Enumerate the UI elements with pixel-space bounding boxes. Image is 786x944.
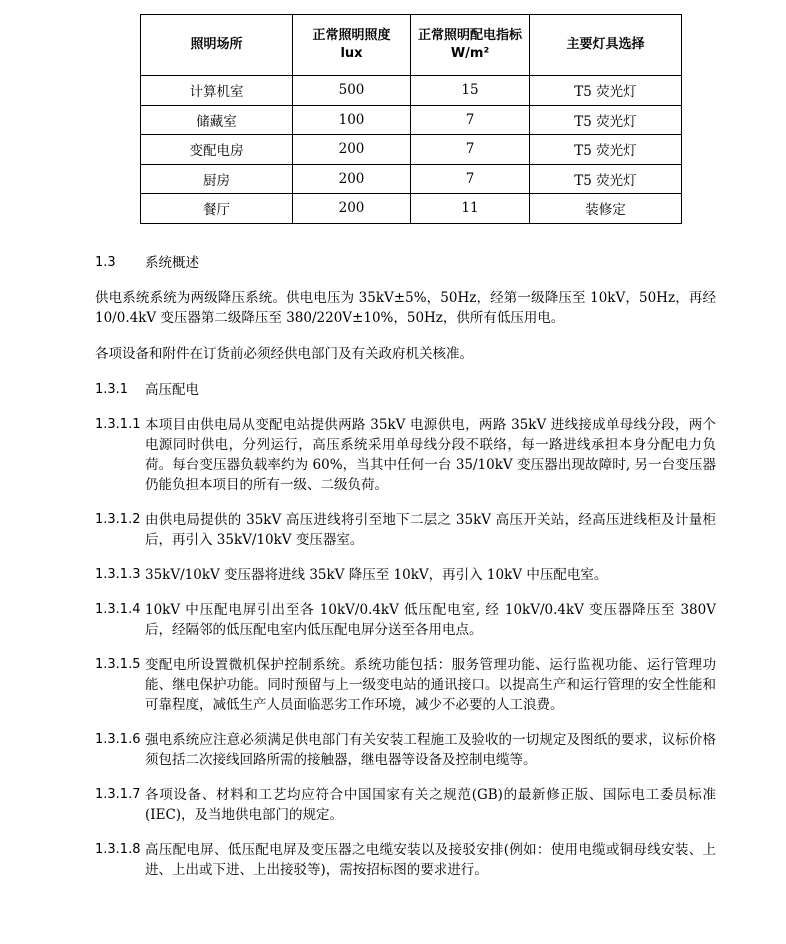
clause-text: 本项目由供电局从变配电站提供两路 35kV 电源供电，两路 35kV 进线接成单母线分段，两个电源同时供电，分列运行，高压系统采用单母线分段不联络，每一路进线承担本身分配电力负荷。每台变压器负载率约为 60%，当其中任何一台 35/10kV 变压器出现故障时, 另一台变压器仍能负担本项目的所有一级、二级负荷。 xyxy=(145,417,716,493)
clause-number: 1.3.1.7 xyxy=(95,787,141,802)
table-cell: 变配电房 xyxy=(141,135,293,165)
clause-number: 1.3.1.1 xyxy=(95,417,141,432)
clause-text: 各项设备、材料和工艺均应符合中国国家有关之规范(GB)的最新修正版、国际电工委员标准(IEC)，及当地供电部门的规定。 xyxy=(145,787,716,823)
table-cell: 200 xyxy=(293,194,411,224)
clause-text: 高压配电屏、低压配电屏及变压器之电缆安装以及接驳安排(例如：使用电缆或铜母线安装、上进、上出或下进、上出接驳等)，需按招标图的要求进行。 xyxy=(145,842,716,878)
clause-text: 变配电所设置微机保护控制系统。系统功能包括：服务管理功能、运行监视功能、运行管理功能、继电保护功能。同时预留与上一级变电站的通讯接口。以提高生产和运行管理的安全性能和可靠程度，减低生产人员面临恶劣工作环境，减少不必要的人工浪费。 xyxy=(145,657,716,713)
clause-1-3-1-8 xyxy=(95,840,716,880)
clause-text: 由供电局提供的 35kV 高压进线将引至地下二层之 35kV 高压开关站，经高压进线柜及计量柜后，再引入 35kV/10kV 变压器室。 xyxy=(145,512,716,548)
table-cell: 15 xyxy=(411,76,530,106)
section-title: 高压配电 xyxy=(145,382,199,398)
table-cell: 储藏室 xyxy=(141,105,293,135)
paragraph-text: 各项设备和附件在订货前必须经供电部门及有关政府机关核准。 xyxy=(95,346,473,362)
table-cell: 厨房 xyxy=(141,164,293,194)
section-title: 系统概述 xyxy=(145,255,199,271)
header-cell-power-density xyxy=(411,15,530,76)
table-row xyxy=(141,105,682,135)
table-cell: 500 xyxy=(293,76,411,106)
table-header-row xyxy=(141,15,682,76)
clause-1-3-1-7 xyxy=(95,785,716,825)
clause-number: 1.3.1.8 xyxy=(95,842,141,857)
paragraph-text: 供电系统系统为两级降压系统。供电电压为 35kV±5%，50Hz，经第一级降压至 10kV，50Hz，再经 10/0.4kV 变压器第二级降压至 380/220V±10%，50Hz，供所有低压用电。 xyxy=(95,290,716,326)
table-row xyxy=(141,135,682,165)
clause-1-3-1-5 xyxy=(95,655,716,715)
clause-text: 强电系统应注意必须满足供电部门有关安装工程施工及验收的一切规定及图纸的要求，议标价格须包括二次接线回路所需的接触器，继电器等设备及控制电缆等。 xyxy=(145,732,716,768)
table-cell: 餐厅 xyxy=(141,194,293,224)
clause-number: 1.3.1.4 xyxy=(95,602,141,617)
table-cell: 7 xyxy=(411,105,530,135)
table-row xyxy=(141,194,682,224)
header-text: 正常照明照度 xyxy=(312,28,391,43)
section-paragraph-2 xyxy=(95,344,716,364)
header-unit: lux xyxy=(340,46,363,61)
header-unit: W/m² xyxy=(450,46,490,61)
clause-1-3-1-4 xyxy=(95,600,716,640)
section-paragraph-1 xyxy=(95,288,716,328)
table-cell: 100 xyxy=(293,105,411,135)
table-cell: 7 xyxy=(411,164,530,194)
clause-text: 35kV/10kV 变压器将进线 35kV 降压至 10kV，再引入 10kV 中压配电室。 xyxy=(145,567,608,583)
clause-text: 10kV 中压配电屏引出至各 10kV/0.4kV 低压配电室, 经 10kV/0.4kV 变压器降压至 380V 后，经隔邻的低压配电室内低压配电屏分送至各用电点。 xyxy=(145,602,716,638)
clause-number: 1.3.1.5 xyxy=(95,657,141,672)
table-cell: T5 荧光灯 xyxy=(530,76,682,106)
clause-1-3-1-1 xyxy=(95,415,716,495)
table-cell: 计算机室 xyxy=(141,76,293,106)
clause-1-3-1-3 xyxy=(95,565,716,585)
section-number: 1.3.1 xyxy=(95,382,129,397)
table-cell: 11 xyxy=(411,194,530,224)
header-text: 主要灯具选择 xyxy=(566,37,645,52)
clause-number: 1.3.1.3 xyxy=(95,567,141,582)
header-text: 正常照明配电指标 xyxy=(417,28,522,43)
lighting-spec-table xyxy=(140,14,682,224)
table-cell: T5 荧光灯 xyxy=(530,164,682,194)
header-cell-fixture xyxy=(530,15,682,76)
clause-1-3-1-6 xyxy=(95,730,716,770)
header-cell-location xyxy=(141,15,293,76)
table-cell: 装修定 xyxy=(530,194,682,224)
table-cell: 7 xyxy=(411,135,530,165)
table-cell: T5 荧光灯 xyxy=(530,105,682,135)
clause-1-3-1-2 xyxy=(95,510,716,550)
clause-number: 1.3.1.2 xyxy=(95,512,141,527)
table-cell: T5 荧光灯 xyxy=(530,135,682,165)
table-row xyxy=(141,76,682,106)
header-text: 照明场所 xyxy=(190,37,243,52)
section-number: 1.3 xyxy=(95,255,116,270)
table-cell: 200 xyxy=(293,135,411,165)
header-cell-illuminance xyxy=(293,15,411,76)
table-cell: 200 xyxy=(293,164,411,194)
clause-number: 1.3.1.6 xyxy=(95,732,141,747)
table-row xyxy=(141,164,682,194)
